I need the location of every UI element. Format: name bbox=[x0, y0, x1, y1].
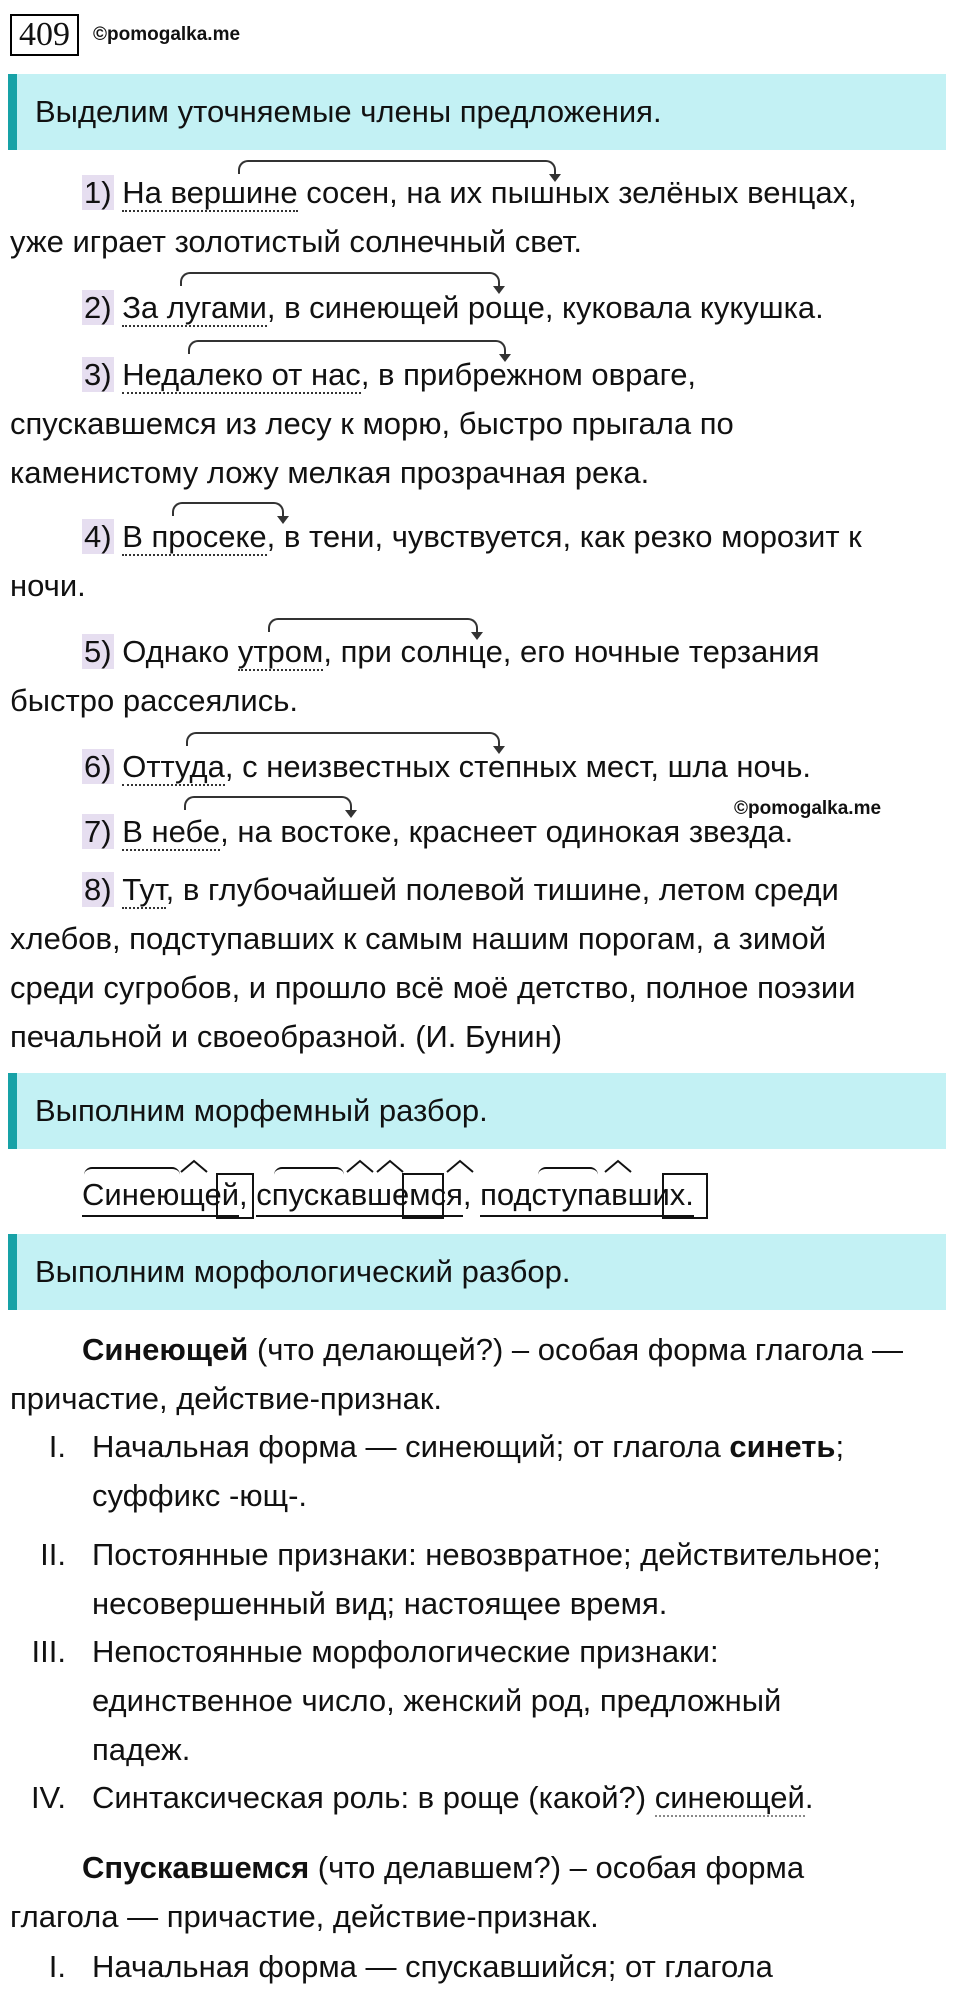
ending-box bbox=[216, 1173, 254, 1219]
arrow-mark bbox=[268, 618, 478, 632]
suffix-mark bbox=[376, 1159, 404, 1173]
arrow-mark bbox=[172, 502, 284, 516]
arrow-mark bbox=[186, 732, 500, 746]
section-title-2: Выполним морфемный разбор. bbox=[8, 1073, 946, 1149]
item-5: 5) Однако утром, при солнце, его ночные терзания быстро рассеялись. bbox=[10, 634, 820, 718]
suffix-mark bbox=[604, 1159, 632, 1173]
morpheme-analysis: Синеющей, спускавшемся, подступавших. bbox=[82, 1175, 694, 1217]
exercise-number: 409 bbox=[10, 14, 79, 56]
arrow-mark bbox=[238, 160, 556, 174]
root-mark bbox=[538, 1167, 598, 1179]
arrow-mark bbox=[180, 272, 500, 286]
section-title-3: Выполним морфологический разбор. bbox=[8, 1234, 946, 1310]
arrow-mark bbox=[184, 796, 352, 810]
root-mark bbox=[274, 1167, 344, 1179]
section-title-1: Выделим уточняемые члены предложения. bbox=[8, 74, 946, 150]
site-credit: ©pomogalka.me bbox=[93, 24, 241, 45]
ending-box bbox=[662, 1173, 708, 1219]
page-header bbox=[10, 14, 240, 56]
item-6: 6) Оттуда, с неизвестных степных мест, шла ночь. bbox=[84, 749, 812, 784]
suffix-mark bbox=[346, 1159, 374, 1173]
item-7: 7) В небе, на востоке, краснеет одинокая звезда. bbox=[84, 814, 794, 849]
item-2: 2) За лугами, в синеющей роще, куковала кукушка. bbox=[84, 290, 824, 325]
word2-intro: Спускавшемся (что делавшем?) – особая форма глагола — причастие, действие-признак. bbox=[10, 1850, 805, 1934]
morph-word-3: подступавших. bbox=[480, 1175, 694, 1217]
item-3: 3) Недалеко от нас, в прибрежном овраге, спускавшемся из лесу к морю, быстро прыгала по каменистому ложу мелкая прозрачная река. bbox=[10, 357, 734, 490]
item-1: 1) На вершине сосен, на их пышных зелёных венцах, уже играет золотистый солнечный свет. bbox=[10, 175, 857, 259]
suffix-mark bbox=[180, 1159, 208, 1173]
word1-intro: Синеющей (что делающей?) – особая форма глагола — причастие, действие-признак. bbox=[10, 1332, 904, 1416]
arrow-mark bbox=[188, 340, 506, 354]
morph-word-1: Синеющей bbox=[82, 1175, 239, 1217]
morph-word-2: спускавшемся bbox=[256, 1175, 463, 1217]
item-4: 4) В просеке, в тени, чувствуется, как резко морозит к ночи. bbox=[10, 519, 862, 603]
watermark: ©pomogalka.me bbox=[734, 798, 882, 819]
postfix-mark bbox=[446, 1159, 474, 1173]
root-mark bbox=[84, 1167, 180, 1179]
ending-box bbox=[402, 1173, 444, 1219]
item-8: 8) Тут, в глубочайшей полевой тишине, летом среди хлебов, подступавших к самым нашим порогам, а зимой среди сугробов, и прошло всё моё детство, полное поэзии печальной и своеобразной. (И. Бунин) bbox=[10, 872, 856, 1054]
